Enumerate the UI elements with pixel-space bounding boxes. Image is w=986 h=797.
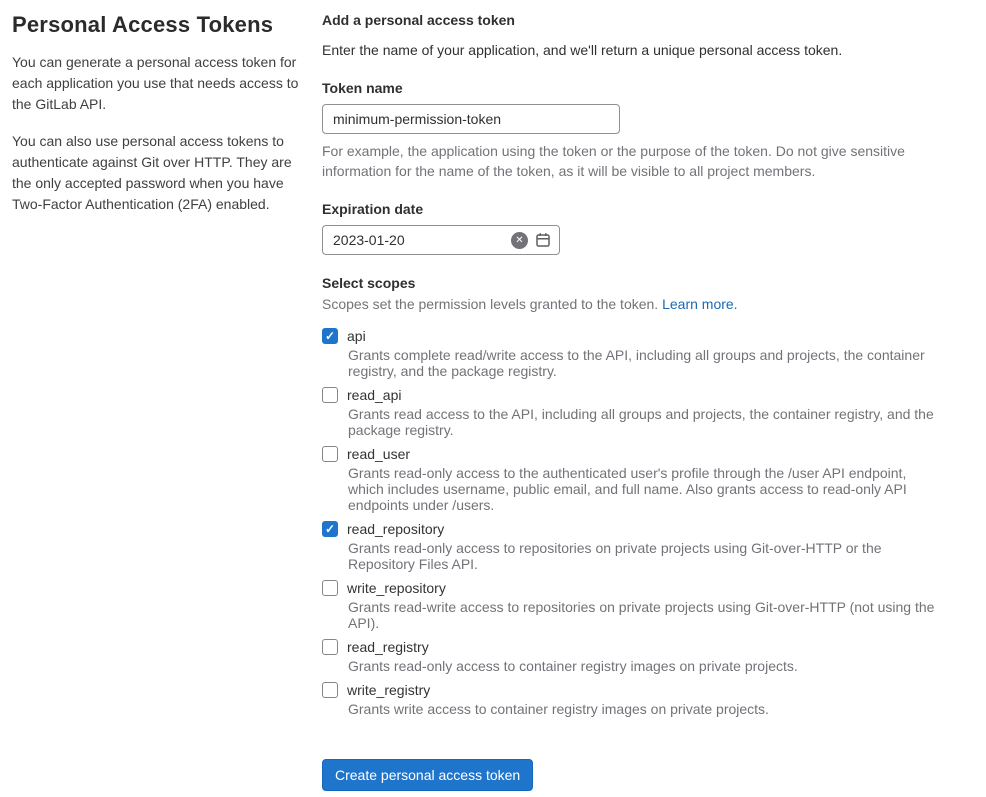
scope-description: Grants read-only access to repositories on private projects using Git-over-HTTP or the Repository Files API. <box>348 540 882 572</box>
scope-api-toggle[interactable] <box>322 328 946 344</box>
scope-read-api-toggle[interactable] <box>322 387 946 403</box>
scope-description: Grants read-write access to repositories on private projects using Git-over-HTTP (not using the API). <box>348 599 935 631</box>
learn-more-link[interactable]: Learn more. <box>662 296 738 312</box>
form-subheading: Enter the name of your application, and we'll return a unique personal access token. <box>322 42 843 58</box>
scope-description: Grants read-only access to the authenticated user's profile through the /user API endpoint, which includes username, public email, and full name. Also grants access to read-only API endpoints under /users. <box>348 465 907 513</box>
select-scopes-group <box>322 275 946 717</box>
select-scopes-label: Select scopes <box>322 275 416 291</box>
scope-row-read-repository <box>322 521 946 572</box>
expiration-date-label: Expiration date <box>322 201 424 217</box>
scope-description: Grants write access to container registry images on private projects. <box>348 701 769 717</box>
scope-name[interactable]: read_repository <box>347 521 445 537</box>
sidebar-description <box>12 10 322 791</box>
form-heading: Add a personal access token <box>322 12 515 28</box>
scope-write-repository-toggle[interactable] <box>322 580 946 596</box>
scope-row-read-api <box>322 387 946 438</box>
checkbox-read-api[interactable] <box>322 387 338 403</box>
clear-icon[interactable]: ✕ <box>511 232 528 249</box>
scope-row-api <box>322 328 946 379</box>
expiration-date-field <box>322 225 560 255</box>
expiration-date-input[interactable] <box>323 226 511 254</box>
scopes-hint-text: Scopes set the permission levels granted to the token. <box>322 296 663 312</box>
select-scopes-hint <box>322 296 946 312</box>
scope-read-user-toggle[interactable] <box>322 446 946 462</box>
scope-description: Grants read access to the API, including all groups and projects, the container registry, and the package registry. <box>348 406 934 438</box>
scope-name[interactable]: write_registry <box>347 682 431 698</box>
checkbox-read-user[interactable] <box>322 446 338 462</box>
calendar-icon[interactable] <box>535 232 551 248</box>
scope-name[interactable]: api <box>347 328 366 344</box>
token-name-input[interactable] <box>322 104 620 134</box>
scope-row-write-repository <box>322 580 946 631</box>
scope-write-registry-toggle[interactable] <box>322 682 946 698</box>
token-name-group <box>322 80 946 181</box>
scope-name[interactable]: read_user <box>347 446 411 462</box>
page-title: Personal Access Tokens <box>12 12 274 37</box>
page-description-2: You can also use personal access tokens to authenticate against Git over HTTP. They are the only accepted password when you have Two-Factor Authentication (2FA) enabled. <box>12 133 292 212</box>
scope-row-read-user <box>322 446 946 513</box>
scope-read-registry-toggle[interactable] <box>322 639 946 655</box>
scope-name[interactable]: read_registry <box>347 639 429 655</box>
scope-read-repository-toggle[interactable] <box>322 521 946 537</box>
checkbox-write-registry[interactable] <box>322 682 338 698</box>
scope-name[interactable]: write_repository <box>347 580 446 596</box>
create-token-button[interactable]: Create personal access token <box>322 759 533 791</box>
scope-row-write-registry <box>322 682 946 717</box>
page-description-1: You can generate a personal access token for each application you use that needs access to the GitLab API. <box>12 54 299 112</box>
scope-description: Grants complete read/write access to the API, including all groups and projects, the container registry, and the package registry. <box>348 347 925 379</box>
scope-name[interactable]: read_api <box>347 387 402 403</box>
add-token-form <box>322 10 946 791</box>
scope-row-read-registry <box>322 639 946 674</box>
token-name-hint: For example, the application using the token or the purpose of the token. Do not give sensitive information for the name of the token, as it will be visible to all project members. <box>322 143 905 179</box>
checkbox-api[interactable] <box>322 328 338 344</box>
token-name-label: Token name <box>322 80 403 96</box>
checkbox-read-repository[interactable] <box>322 521 338 537</box>
expiration-date-group <box>322 201 946 255</box>
scope-description: Grants read-only access to container registry images on private projects. <box>348 658 798 674</box>
checkbox-read-registry[interactable] <box>322 639 338 655</box>
checkbox-write-repository[interactable] <box>322 580 338 596</box>
